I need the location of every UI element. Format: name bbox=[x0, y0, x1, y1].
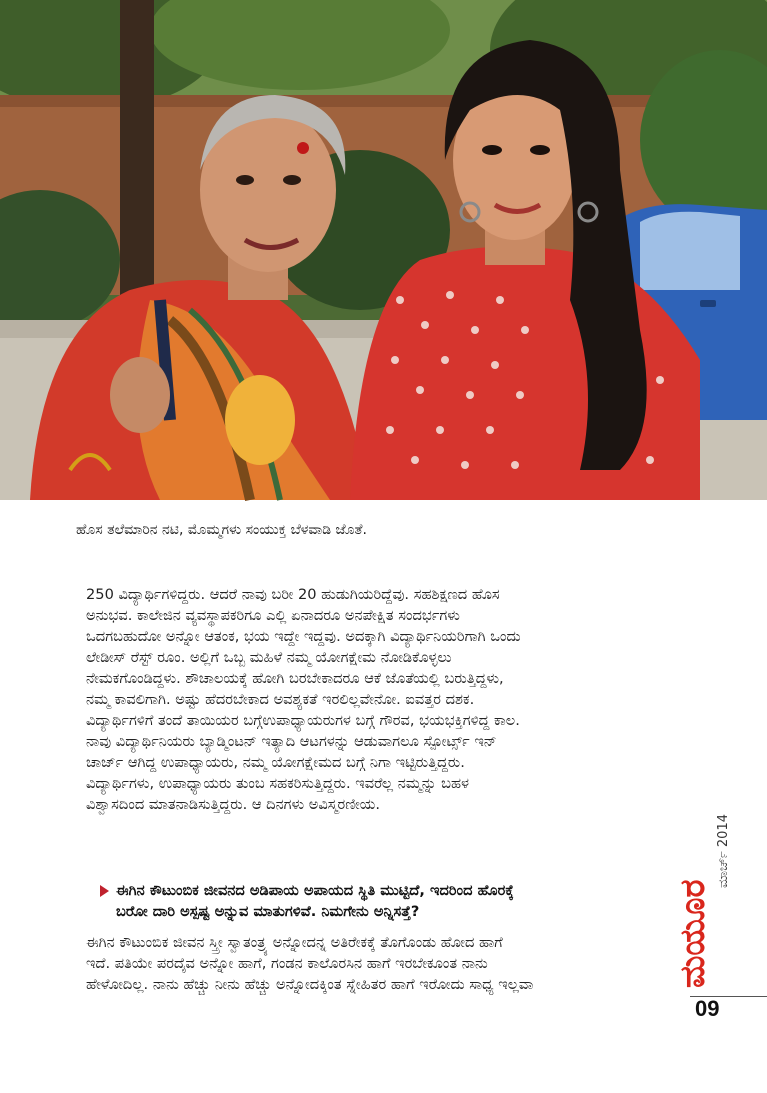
page-number: 09 bbox=[695, 996, 720, 1021]
answer-line: ಈಗಿನ ಕೌಟುಂಬಿಕ ಜೀವನ ಸ್ತ್ರೀ ಸ್ವಾತಂತ್ರ್ಯ ಅನ್ನೋದನ್ನ ಅತಿರೇಕಕ್ಕೆ ತೊಗೊಂಡು ಹೋದ ಹಾಗೆ bbox=[86, 934, 503, 951]
paragraph-line: ಲೇಡೀಸ್ ರೆಸ್ಟ್ ರೂಂ. ಅಲ್ಲಿಗೆ ಒಬ್ಬ ಮಹಿಳೆ ನಮ್ಮ ಯೋಗಕ್ಷೇಮ ನೋಡಿಕೊಳ್ಳಲು bbox=[86, 649, 452, 666]
paragraph-line: ಒದಗಬಹುದೋ ಅನ್ನೋ ಆತಂಕ, ಭಯ ಇದ್ದೇ ಇದ್ದವು. ಅದಕ್ಕಾಗಿ ವಿದ್ಯಾರ್ಥಿನಿಯರಿಗಾಗಿ ಒಂದು bbox=[86, 628, 521, 645]
magazine-brand-rail bbox=[673, 800, 740, 1000]
feature-photo bbox=[0, 0, 767, 500]
article-paragraph bbox=[86, 584, 686, 815]
question-line: ಬರೋ ದಾರಿ ಅಸ್ಪಷ್ಟ ಅನ್ನುವ ಮಾತುಗಳಿವೆ. ನಿಮಗೇನು ಅನ್ನಿಸತ್ತೆ? bbox=[116, 903, 420, 920]
issue-date: ಮಾರ್ಚ್ 2014 bbox=[716, 814, 731, 888]
paragraph-line: 250 ವಿದ್ಯಾರ್ಥಿಗಳಿದ್ದರು. ಆದರೆ ನಾವು ಬರೀ 20 ಹುಡುಗಿಯರಿದ್ದೆವು. ಸಹಶಿಕ್ಷಣದ ಹೊಸ bbox=[86, 586, 500, 603]
paragraph-line: ಚಾರ್ಜ್ ಆಗಿದ್ದ ಉಪಾಧ್ಯಾಯರು, ನಮ್ಮ ಯೋಗಕ್ಷೇಮದ ಬಗ್ಗೆ ನಿಗಾ ಇಟ್ಟಿರುತ್ತಿದ್ದರು. bbox=[86, 754, 465, 771]
interview-question bbox=[116, 880, 686, 922]
paragraph-line: ನೇಮಕಗೊಂಡಿದ್ದಳು. ಶೌಚಾಲಯಕ್ಕೆ ಹೋಗಿ ಬರಬೇಕಾದರೂ ಆಕೆ ಜೊತೆಯಲ್ಲಿ ಬರುತ್ತಿದ್ದಳು, bbox=[86, 670, 504, 687]
question-line: ಈಗಿನ ಕೌಟುಂಬಿಕ ಜೀವನದ ಅಡಿಪಾಯ ಅಪಾಯದ ಸ್ಥಿತಿ ಮುಟ್ಟಿದೆ, ಇದರಿಂದ ಹೊರಕ್ಕೆ bbox=[116, 882, 514, 899]
paragraph-line: ವಿದ್ಯಾರ್ಥಿಗಳು, ಉಪಾಧ್ಯಾಯರು ತುಂಬ ಸಹಕರಿಸುತ್ತಿದ್ದರು. ಇವರೆಲ್ಲ ನಮ್ಮನ್ನು ಬಹಳ bbox=[86, 775, 470, 792]
paragraph-line: ಅನುಭವ. ಕಾಲೇಜಿನ ವ್ಯವಸ್ಥಾಪಕರಿಗೂ ಎಲ್ಲಿ ಏನಾದರೂ ಅನಪೇಕ್ಷಿತ ಸಂದರ್ಭಗಳು bbox=[86, 607, 460, 624]
answer-line: ಇದೆ. ಪತಿಯೇ ಪರದೈವ ಅನ್ನೋ ಹಾಗೆ, ಗಂಡನ ಕಾಲೊರಸಿನ ಹಾಗೆ ಇರಬೇಕೂಂತ ನಾನು bbox=[86, 955, 488, 972]
triangle-bullet-icon bbox=[100, 885, 109, 897]
answer-line: ಹೇಳೋದಿಲ್ಲ. ನಾನು ಹೆಚ್ಚು ನೀನು ಹೆಚ್ಚು ಅನ್ನೋದಕ್ಕಿಂತ ಸ್ನೇಹಿತರ ಹಾಗೆ ಇರೋದು ಸಾಧ್ಯ ಇಲ್ಲವಾ bbox=[86, 976, 534, 993]
paragraph-line: ನಾವು ವಿದ್ಯಾರ್ಥಿನಿಯರು ಬ್ಯಾಡ್ಮಿಂಟನ್ ಇತ್ಯಾದಿ ಆಟಗಳನ್ನು ಆಡುವಾಗಲೂ ಸ್ಪೋರ್ಟ್ಸ್ ಇನ್ bbox=[86, 733, 497, 750]
interview-answer bbox=[86, 932, 686, 995]
magazine-logo: ಮಯೂರ bbox=[673, 879, 713, 988]
photo-caption: ಹೊಸ ತಲೆಮಾರಿನ ನಟಿ, ಮೊಮ್ಮಗಳು ಸಂಯುಕ್ತ ಬೆಳವಾಡಿ ಜೊತೆ. bbox=[76, 522, 367, 538]
paragraph-line: ನಮ್ಮ ಕಾವಲಿಗಾಗಿ. ಅಷ್ಟು ಹೆದರಬೇಕಾದ ಅವಶ್ಯಕತೆ ಇರಲಿಲ್ಲವೇನೋ. ಐವತ್ತರ ದಶಕ. bbox=[86, 691, 475, 708]
paragraph-line: ವಿಶ್ವಾಸದಿಂದ ಮಾತನಾಡಿಸುತ್ತಿದ್ದರು. ಆ ದಿನಗಳು ಅವಿಸ್ಮರಣೀಯ. bbox=[86, 796, 381, 813]
paragraph-line: ವಿದ್ಯಾರ್ಥಿಗಳಿಗೆ ತಂದೆ ತಾಯಿಯರ ಬಗ್ಗೆಉಪಾಧ್ಯಾಯರುಗಳ ಬಗ್ಗೆ ಗೌರವ, ಭಯಭಕ್ತಿಗಳಿದ್ದ ಕಾಲ. bbox=[86, 712, 520, 729]
